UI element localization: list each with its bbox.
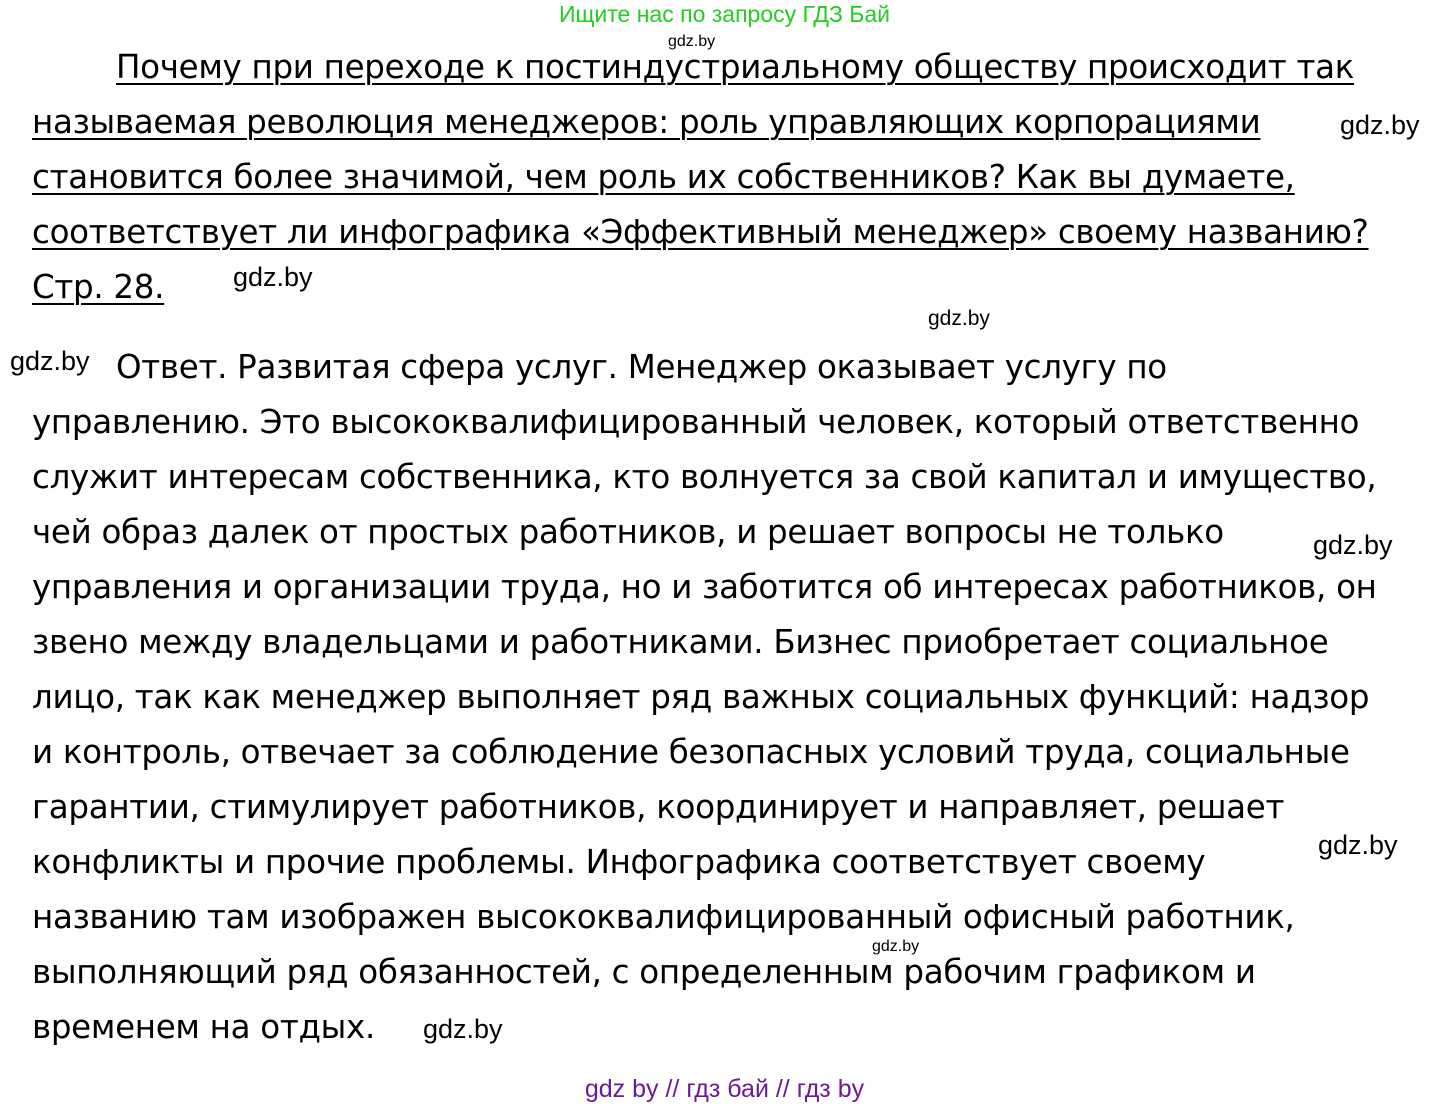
answer-line: выполняющий ряд обязанностей, с определенным рабочим графиком и	[32, 953, 1256, 991]
answer-line: звено между владельцами и работниками. Бизнес приобретает социальное	[32, 623, 1329, 661]
answer-line: конфликты и прочие проблемы. Инфографика соответствует своему	[32, 843, 1206, 881]
watermark: gdz.by	[668, 33, 716, 50]
watermark: gdz.by	[423, 1014, 503, 1044]
question-line: Почему при переходе к постиндустриальному обществу происходит так	[116, 48, 1355, 86]
watermark: gdz.by	[928, 307, 990, 330]
answer-line: управлению. Это высококвалифицированный человек, который ответственно	[32, 403, 1360, 441]
watermark: gdz.by	[1318, 830, 1398, 860]
footer-links: gdz by // гдз бай // гдз by	[584, 1075, 865, 1103]
answer-line: чей образ далек от простых работников, и решает вопросы не только	[32, 513, 1224, 551]
watermark: gdz.by	[872, 938, 920, 955]
watermark: gdz.by	[1313, 530, 1393, 560]
answer-line: гарантии, стимулирует работников, координирует и направляет, решает	[32, 788, 1285, 826]
top-banner: Ищите нас по запросу ГДЗ Бай	[558, 1, 891, 27]
answer-line: лицо, так как менеджер выполняет ряд важных социальных функций: надзор	[32, 678, 1370, 716]
watermark: gdz.by	[1340, 110, 1420, 140]
answer-line: и контроль, отвечает за соблюдение безопасных условий труда, социальные	[32, 733, 1350, 771]
answer-line: служит интересам собственника, кто волнуется за свой капитал и имущество,	[32, 458, 1377, 496]
question-line: Стр. 28.	[32, 268, 165, 306]
question-line: соответствует ли инфографика «Эффективный менеджер» своему названию?	[32, 213, 1369, 251]
answer-line: Ответ. Развитая сфера услуг. Менеджер оказывает услугу по	[116, 348, 1167, 386]
answer-line: названию там изображен высококвалифицированный офисный работник,	[32, 898, 1295, 936]
watermark: gdz.by	[10, 346, 90, 376]
answer-line: временем на отдых.	[32, 1008, 375, 1046]
question-line: становится более значимой, чем роль их собственников? Как вы думаете,	[32, 158, 1295, 196]
watermark: gdz.by	[233, 262, 313, 292]
question-line: называемая революция менеджеров: роль управляющих корпорациями	[32, 103, 1261, 141]
answer-line: управления и организации труда, но и заботится об интересах работников, он	[32, 568, 1377, 606]
